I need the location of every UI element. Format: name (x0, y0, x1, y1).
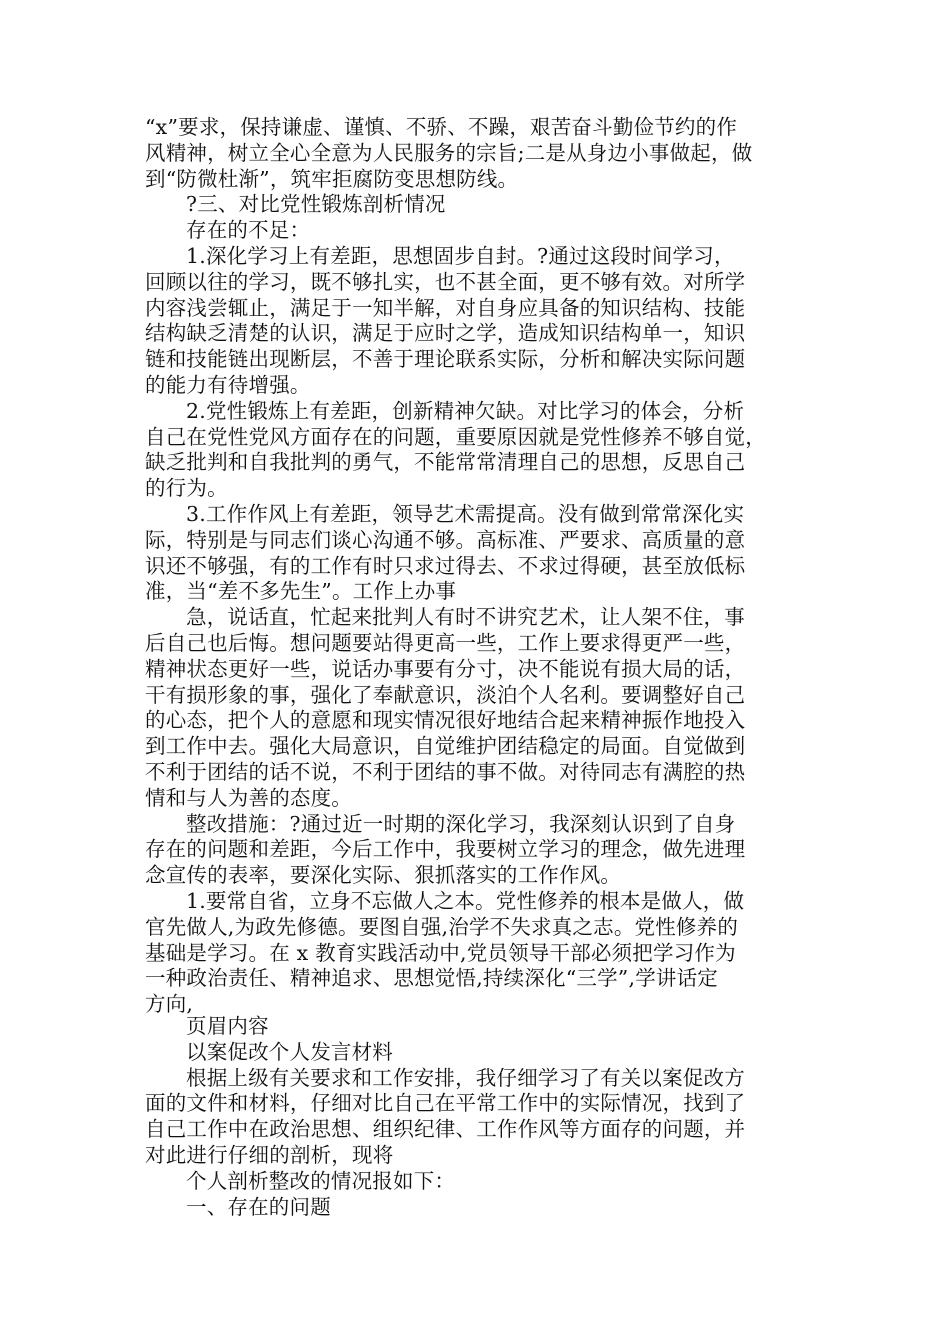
text-line: 整改措施：?通过近一时期的深化学习，我深刻认识到了自身 (186, 811, 736, 836)
document-body-section-2 (145, 1014, 810, 1220)
text-line: 一种政治责任、精神追求、思想觉悟,持续深化“三学”,学讲话定 (145, 966, 718, 991)
text-line: 准，当“差不多先生”。工作上办事 (145, 579, 457, 604)
text-line: 链和技能链出现断层，不善于理论联系实际，分析和解决实际问题 (145, 347, 746, 372)
text-line: 基础是学习。在 x 教育实践活动中,党员领导干部必须把学习作为 (145, 940, 736, 965)
text-line: 存在的问题和差距，今后工作中，我要树立学习的理念，做先进理 (145, 837, 746, 862)
text-line: 的心态，把个人的意愿和现实情况很好地结合起来精神振作地投入 (145, 708, 746, 733)
document-body-section-1 (145, 115, 810, 1018)
text-line: 1.深化学习上有差距，思想固步自封。?通过这段时间学习， (186, 243, 735, 268)
text-line: 官先做人,为政先修德。要图自强,治学不失求真之志。党性修养的 (145, 914, 739, 939)
text-line: “x”要求，保持谦虚、谨慎、不骄、不躁，艰苦奋斗勤俭节约的作 (145, 115, 738, 139)
text-line: 的能力有待增强。 (145, 372, 311, 397)
subheading: 存在的不足： (186, 218, 311, 243)
text-line: 念宣传的表率，要深化实际、狠抓落实的工作作风。 (145, 863, 622, 888)
text-line: 识还不够强，有的工作有时只求过得去、不求过得硬，甚至放低标 (145, 553, 746, 578)
text-line: 对此进行仔细的剖析，现将 (145, 1142, 394, 1167)
text-line: 急，说话直，忙起来批判人有时不讲究艺术，让人架不住，事 (186, 605, 745, 630)
text-line: 到“防微杜渐”，筑牢拒腐防变思想防线。 (145, 166, 519, 191)
section-heading: ?三、对比党性锻炼剖析情况 (186, 192, 446, 217)
text-line: 不利于团结的话不说，不利于团结的事不做。对待同志有满腔的热 (145, 759, 746, 784)
page-header-text: 页眉内容 (186, 1014, 269, 1038)
text-line: 精神状态更好一些，说话办事要有分寸，决不能说有损大局的话， (145, 656, 746, 681)
text-line: 个人剖析整改的情况报如下： (186, 1168, 456, 1193)
text-line: 自己在党性党风方面存在的问题，重要原因就是党性修养不够自觉， (145, 424, 766, 449)
text-line: 自己工作中在政治思想、组织纪律、工作作风等方面存的问题，并 (145, 1117, 746, 1142)
document-title: 以案促改个人发言材料 (186, 1039, 393, 1064)
text-line: 内容浅尝辄止，满足于一知半解，对自身应具备的知识结构、技能 (145, 295, 746, 320)
text-line: 的行为。 (145, 476, 228, 501)
text-line: 缺乏批判和自我批判的勇气，不能常常清理自己的思想，反思自己 (145, 450, 746, 475)
text-line: 情和与人为善的态度。 (145, 785, 352, 810)
text-line: 方向, (145, 992, 194, 1017)
text-line: 干有损形象的事，强化了奉献意识，淡泊个人名利。要调整好自己 (145, 682, 746, 707)
text-line: 风精神，树立全心全意为人民服务的宗旨;二是从身边小事做起，做 (145, 140, 753, 165)
text-line: 面的文件和材料，仔细对比自己在平常工作中的实际情况，找到了 (145, 1091, 746, 1116)
section-heading: 一、存在的问题 (186, 1194, 331, 1219)
text-line: 后自己也后悔。想问题要站得更高一些，工作上要求得更严一些， (145, 630, 746, 655)
text-line: 1.要常自省，立身不忘做人之本。党性修养的根本是做人，做 (186, 888, 745, 913)
text-line: 2.党性锻炼上有差距，创新精神欠缺。对比学习的体会，分析 (186, 398, 745, 423)
text-line: 结构缺乏清楚的认识，满足于应时之学，造成知识结构单一，知识 (145, 321, 746, 346)
text-line: 3.工作作风上有差距，领导艺术需提高。没有做到常常深化实 (186, 501, 745, 526)
text-line: 际，特别是与同志们谈心沟通不够。高标准、严要求、高质量的意 (145, 527, 746, 552)
text-line: 根据上级有关要求和工作安排，我仔细学习了有关以案促改方 (186, 1065, 745, 1090)
text-line: 到工作中去。强化大局意识，自觉维护团结稳定的局面。自觉做到 (145, 734, 746, 759)
text-line: 回顾以往的学习，既不够扎实，也不甚全面，更不够有效。对所学 (145, 269, 746, 294)
